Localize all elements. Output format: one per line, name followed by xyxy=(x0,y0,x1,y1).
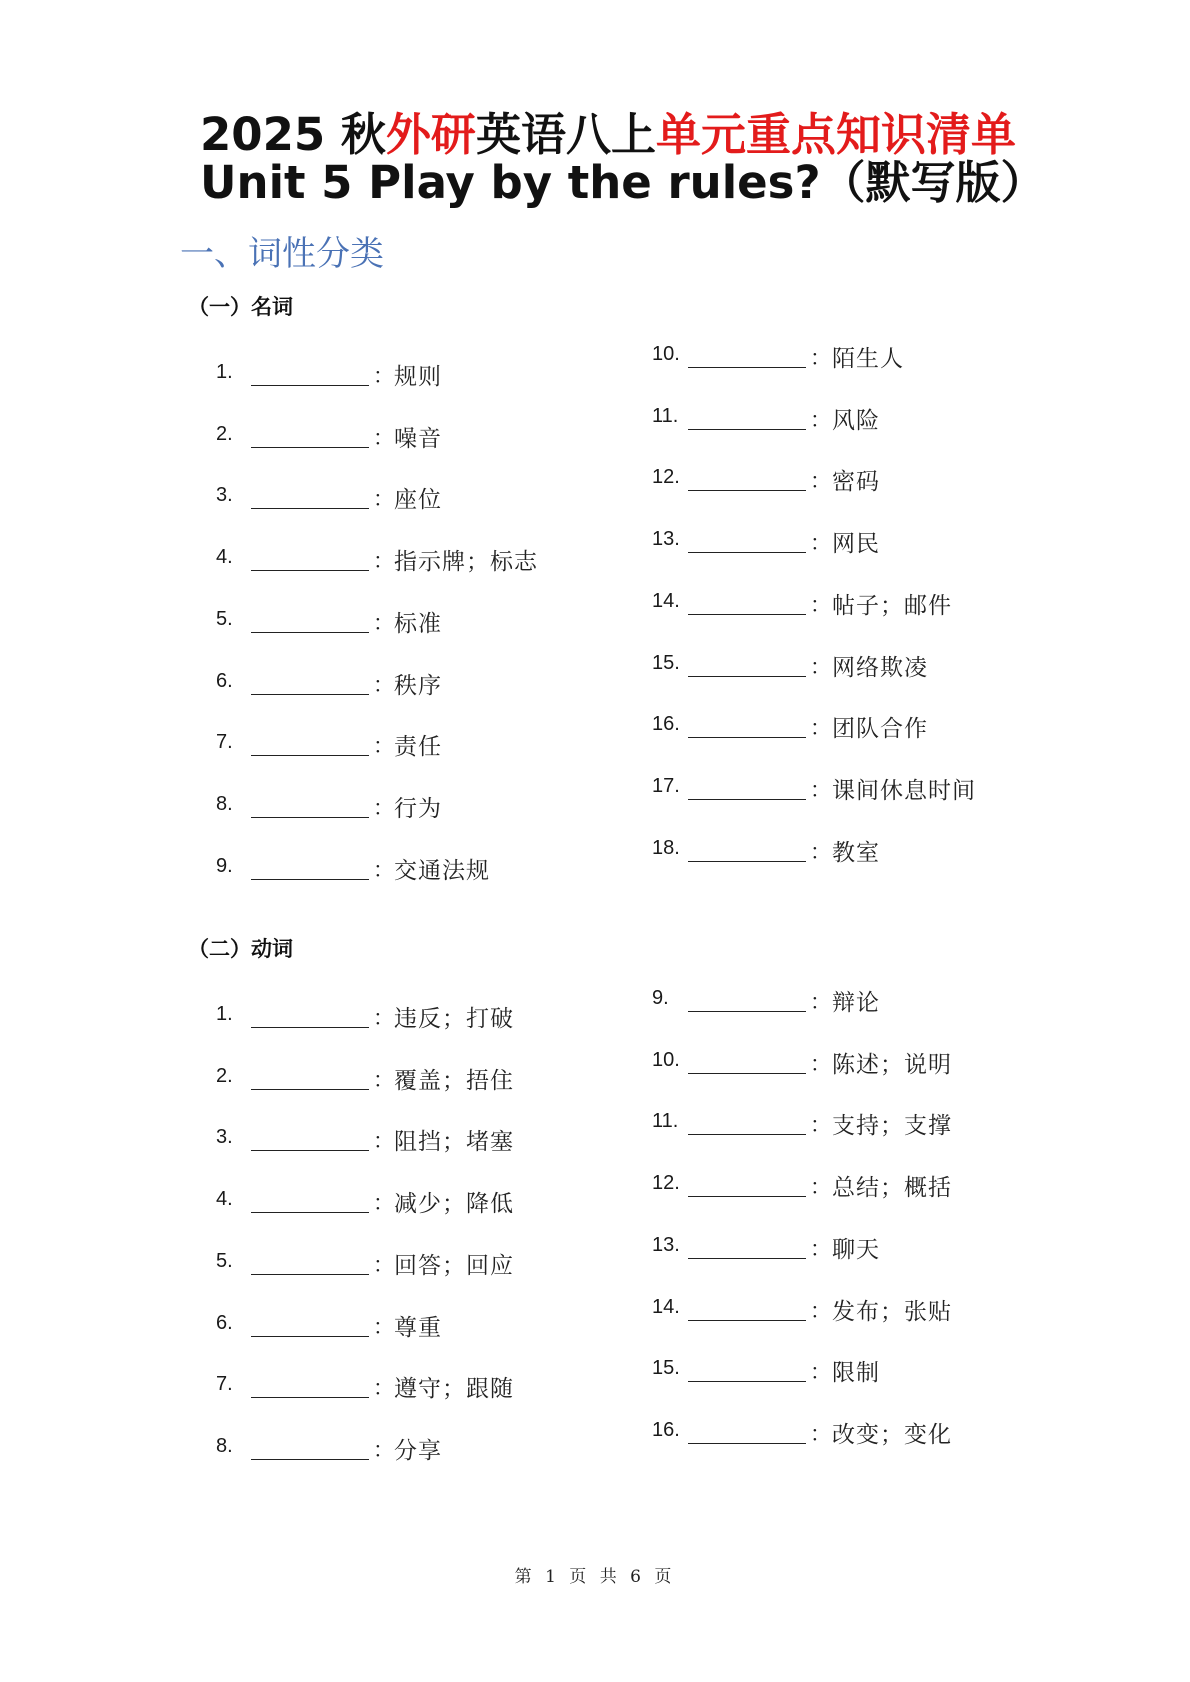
answer-blank[interactable] xyxy=(688,1258,806,1259)
item-number: 8. xyxy=(216,1434,233,1457)
answer-blank[interactable] xyxy=(251,1027,369,1028)
item-meaning: 阻挡；堵塞 xyxy=(394,1129,514,1156)
title-run: 单元重点知识清单 xyxy=(655,108,1016,161)
item-colon: ： xyxy=(373,425,394,450)
answer-blank[interactable] xyxy=(688,861,806,862)
answer-blank[interactable] xyxy=(251,1336,369,1337)
item-colon: ： xyxy=(373,672,394,697)
answer-blank[interactable] xyxy=(251,447,369,448)
item-colon: ： xyxy=(810,1051,831,1076)
item-meaning: 聊天 xyxy=(832,1236,880,1263)
item-meaning: 团队合作 xyxy=(832,716,928,743)
answer-blank[interactable] xyxy=(251,1459,369,1460)
answer-blank[interactable] xyxy=(688,1381,806,1382)
answer-blank[interactable] xyxy=(251,508,369,509)
answer-blank[interactable] xyxy=(688,737,806,738)
item-number: 11. xyxy=(652,404,679,427)
item-meaning: 座位 xyxy=(394,487,442,514)
item-meaning: 教室 xyxy=(832,839,880,866)
item-number: 16. xyxy=(652,713,680,736)
answer-blank[interactable] xyxy=(251,1150,369,1151)
item-meaning: 课间休息时间 xyxy=(832,777,976,804)
answer-blank[interactable] xyxy=(688,367,806,368)
item-meaning: 支持；支撑 xyxy=(832,1113,952,1140)
item-number: 7. xyxy=(216,1373,233,1396)
item-meaning: 交通法规 xyxy=(394,857,490,884)
page-footer: 第 1 页 共 6 页 xyxy=(514,1567,676,1587)
item-colon: ： xyxy=(373,857,394,882)
item-number: 10. xyxy=(652,343,680,365)
item-number: 15. xyxy=(652,1357,680,1380)
item-meaning: 覆盖；捂住 xyxy=(394,1067,514,1094)
item-meaning: 责任 xyxy=(394,734,442,761)
item-meaning: 指示牌；标志 xyxy=(394,549,538,576)
item-number: 6. xyxy=(216,669,233,692)
item-colon: ： xyxy=(810,839,831,864)
item-colon: ： xyxy=(810,1175,831,1200)
answer-blank[interactable] xyxy=(251,879,369,880)
item-meaning: 规则 xyxy=(394,364,442,390)
answer-blank[interactable] xyxy=(688,799,806,800)
item-colon: ： xyxy=(373,610,394,635)
title-run: 英语八上 xyxy=(475,108,656,161)
item-colon: ： xyxy=(373,1252,394,1277)
item-number: 17. xyxy=(652,774,680,797)
title-line-1 xyxy=(200,110,1016,160)
item-colon: ： xyxy=(810,1298,831,1323)
item-meaning: 行为 xyxy=(394,795,442,822)
item-number: 9. xyxy=(216,854,233,877)
item-meaning: 帖子；邮件 xyxy=(832,592,952,619)
title-line-2: Unit 5 Play by the rules?（默写版） xyxy=(200,156,1046,209)
answer-blank[interactable] xyxy=(251,755,369,756)
item-number: 2. xyxy=(216,1064,233,1087)
section-heading: 一、词性分类 xyxy=(180,234,384,274)
item-number: 9. xyxy=(652,987,669,1009)
item-meaning: 发布；张贴 xyxy=(832,1298,952,1325)
answer-blank[interactable] xyxy=(251,694,369,695)
item-meaning: 噪音 xyxy=(394,425,442,452)
nouns-heading: （一）名词 xyxy=(188,295,293,319)
item-meaning: 陈述；说明 xyxy=(832,1051,952,1078)
item-colon: ： xyxy=(373,1006,394,1030)
item-number: 6. xyxy=(216,1311,233,1334)
item-colon: ： xyxy=(810,990,831,1014)
item-colon: ： xyxy=(373,1191,394,1216)
answer-blank[interactable] xyxy=(688,1443,806,1444)
item-meaning: 辩论 xyxy=(832,990,880,1016)
item-colon: ： xyxy=(810,1360,831,1385)
item-number: 11. xyxy=(652,1110,679,1133)
item-colon: ： xyxy=(373,549,394,574)
item-meaning: 改变；变化 xyxy=(832,1421,952,1448)
item-colon: ： xyxy=(373,487,394,512)
answer-blank[interactable] xyxy=(251,1274,369,1275)
item-number: 14. xyxy=(652,589,680,612)
item-meaning: 标准 xyxy=(394,610,442,637)
answer-blank[interactable] xyxy=(251,1397,369,1398)
item-meaning: 回答；回应 xyxy=(394,1252,514,1279)
answer-blank[interactable] xyxy=(688,1320,806,1321)
answer-blank[interactable] xyxy=(688,1011,806,1012)
item-number: 1. xyxy=(216,361,233,383)
item-number: 5. xyxy=(216,607,233,630)
item-number: 14. xyxy=(652,1295,680,1318)
item-number: 13. xyxy=(652,528,680,551)
answer-blank[interactable] xyxy=(251,385,369,386)
item-colon: ： xyxy=(810,716,831,741)
item-colon: ： xyxy=(373,364,394,388)
answer-blank[interactable] xyxy=(688,552,806,553)
item-colon: ： xyxy=(810,531,831,556)
item-number: 10. xyxy=(652,1048,680,1071)
item-meaning: 尊重 xyxy=(394,1314,442,1341)
item-number: 3. xyxy=(216,1126,233,1149)
item-number: 12. xyxy=(652,466,680,489)
item-meaning: 违反；打破 xyxy=(394,1006,514,1032)
verbs-heading: （二）动词 xyxy=(188,937,293,961)
item-meaning: 总结；概括 xyxy=(832,1175,952,1202)
item-colon: ： xyxy=(810,777,831,802)
item-colon: ： xyxy=(810,469,831,494)
item-colon: ： xyxy=(373,1067,394,1092)
item-meaning: 限制 xyxy=(832,1360,880,1387)
item-number: 7. xyxy=(216,731,233,754)
item-colon: ： xyxy=(373,1437,394,1462)
answer-blank[interactable] xyxy=(688,614,806,615)
item-meaning: 密码 xyxy=(832,469,880,496)
item-number: 5. xyxy=(216,1249,233,1272)
item-number: 4. xyxy=(216,1188,233,1211)
item-meaning: 遵守；跟随 xyxy=(394,1376,514,1403)
item-meaning: 网民 xyxy=(832,531,880,558)
item-colon: ： xyxy=(810,1421,831,1446)
item-colon: ： xyxy=(810,654,831,679)
title-run: 2025 秋 xyxy=(200,108,386,161)
item-meaning: 网络欺凌 xyxy=(832,654,928,681)
item-number: 18. xyxy=(652,836,680,859)
item-number: 15. xyxy=(652,651,680,674)
item-meaning: 风险 xyxy=(832,407,880,434)
item-colon: ： xyxy=(373,1314,394,1339)
title-run: 外研 xyxy=(385,108,476,161)
item-number: 2. xyxy=(216,422,233,445)
item-number: 8. xyxy=(216,792,233,815)
item-number: 13. xyxy=(652,1233,680,1256)
item-colon: ： xyxy=(810,1236,831,1261)
item-meaning: 减少；降低 xyxy=(394,1191,514,1218)
answer-blank[interactable] xyxy=(251,632,369,633)
item-number: 1. xyxy=(216,1003,233,1025)
item-number: 12. xyxy=(652,1172,680,1195)
item-colon: ： xyxy=(810,592,831,617)
item-number: 4. xyxy=(216,546,233,569)
answer-blank[interactable] xyxy=(688,490,806,491)
item-colon: ： xyxy=(810,346,831,370)
item-colon: ： xyxy=(373,1129,394,1154)
answer-blank[interactable] xyxy=(688,1073,806,1074)
answer-blank[interactable] xyxy=(251,817,369,818)
answer-blank[interactable] xyxy=(688,1196,806,1197)
item-meaning: 陌生人 xyxy=(832,346,904,372)
answer-blank[interactable] xyxy=(688,429,806,430)
item-meaning: 秩序 xyxy=(394,672,442,699)
item-number: 16. xyxy=(652,1418,680,1441)
answer-blank[interactable] xyxy=(251,1212,369,1213)
item-meaning: 分享 xyxy=(394,1437,442,1464)
item-colon: ： xyxy=(810,1113,831,1138)
item-colon: ： xyxy=(373,734,394,759)
item-colon: ： xyxy=(373,795,394,820)
item-colon: ： xyxy=(373,1376,394,1401)
answer-blank[interactable] xyxy=(688,676,806,677)
answer-blank[interactable] xyxy=(251,570,369,571)
item-colon: ： xyxy=(810,407,831,432)
answer-blank[interactable] xyxy=(688,1134,806,1135)
item-number: 3. xyxy=(216,484,233,507)
answer-blank[interactable] xyxy=(251,1089,369,1090)
